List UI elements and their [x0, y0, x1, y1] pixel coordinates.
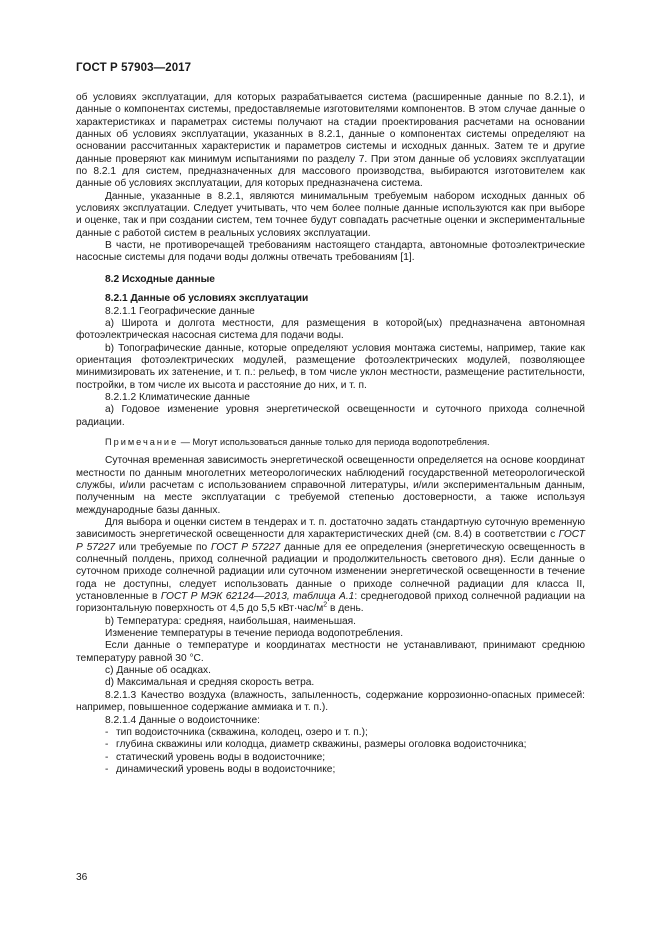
clause-title: 8.2.1.3 Качество воздуха (влажность, запыленность, содержание коррозионно-опасных примесей: например, повышенное содержание аммиака и т. п.). — [76, 689, 585, 714]
list-item: b) Топографические данные, которые определяют условия монтажа системы, например, такие как ориентация фотоэлектрических модулей, размещение фотоэлектрических модулей, позволяющее минимизировать их затенение, и т. п.: рельеф, в том числе уклон местности, размещение растительности, постройки, в том числе их высота и расстояние до них, и т. п. — [76, 342, 585, 391]
list-item: b) Температура: средняя, наибольшая, наименьшая. — [105, 615, 357, 627]
subsection-heading: 8.2.1 Данные об условиях эксплуатации — [105, 293, 309, 305]
dash-list-item: - тип водоисточника (скважина, колодец, озеро и т. п.); — [105, 726, 368, 738]
note-text: — Могут использоваться данные только для периода водопотребления. — [180, 436, 490, 447]
list-item: d) Максимальная и средняя скорость ветра. — [105, 677, 315, 689]
paragraph: Для выбора и оценки систем в тендерах и т. п. достаточно задать стандартную суточную временную зависимость энергетической освещенности для характеристических дней (см. 8.4) в соответствии с ГОСТ Р 57227 или требуемые по ГОСТ Р 57227 данные для ее определения (энергетическую освещенность в солнечный полдень, приход солнечной радиации и продолжительность светового дня). Если данные о суточном приходе солнечной радиации или суточном изменении энергетической освещенности в течение года не доступны, следует использовать данные о приходе солнечной радиации для класса II, установленные в ГОСТ Р МЭК 62124—2013, таблица А.1: среднегодовой приход солнечной радиации на горизонтальную поверхность от 4,5 до 5,5 $кВт\cdot час/м^2$ в день. — [76, 517, 585, 615]
note — [76, 436, 585, 448]
list-item: c) Данные об осадках. — [105, 665, 211, 677]
clause-title: 8.2.1.4 Данные о водоисточнике: — [105, 714, 260, 726]
paragraph: Суточная временная зависимость энергетической освещенности определяется на основе координат местности по данным многолетних метеорологических наблюдений государственной метеорологической службы, и/или расчетам с использованием справочной литературы, и/или экспериментальным данным, полученным на месте эксплуатации с требуемой степенью достоверности, а также используя международные базы данных. — [76, 455, 585, 516]
standard-ref: ГОСТ Р 57227 — [211, 541, 281, 553]
clause-title: 8.2.1.2 Климатические данные — [105, 391, 250, 403]
standard-header: ГОСТ Р 57903—2017 — [76, 62, 192, 74]
document-body — [76, 92, 585, 776]
dash-list-item: - статический уровень воды в водоисточнике; — [105, 751, 326, 763]
dash-list-item: - глубина скважины или колодца, диаметр скважины, размеры оголовка водоисточника; — [105, 739, 527, 751]
section-heading: 8.2 Исходные данные — [105, 273, 215, 285]
clause-title: 8.2.1.1 Географические данные — [105, 305, 255, 317]
note-label: Примечание — [105, 436, 179, 447]
standard-ref: ГОСТ Р 57227 — [76, 529, 585, 553]
page-number: 36 — [76, 872, 88, 883]
standard-ref: ГОСТ Р МЭК 62124—2013, таблица А.1 — [160, 591, 355, 603]
list-item: a) Широта и долгота местности, для размещения в которой(ых) предназначена автономная фотоэлектрическая насосная система для подачи воды. — [76, 317, 585, 342]
paragraph: Изменение температуры в течение периода водопотребления. — [105, 628, 404, 640]
paragraph: об условиях эксплуатации, для которых разрабатывается система (расширенные данные по 8.2.1), и данные о компонентах системы, предоставляемые изготовителями компонентов. В этом случае данные о характеристиках и параметрах системы получают на стадии проектирования расчетами на основании данных об условиях эксплуатации, указанных в 8.2.1, данные о компонентах системы определяют на основании рассчитанных характеристик и параметров системы и исходных данных. Затем те и другие данные проверяют как минимум испытаниями по разделу 7. При этом данные об условиях эксплуатации по 8.2.1 для систем, предназначенных для массового производства, выбираются изготовителем как данные об условиях эксплуатации, для которых предназначена система. — [76, 92, 585, 190]
list-item: a) Годовое изменение уровня энергетической освещенности и суточного прихода солнечной радиации. — [76, 404, 585, 428]
paragraph: Если данные о температуре и координатах местности не устанавливают, принимают среднюю температуру равной 30 °С. — [76, 640, 585, 664]
paragraph: Данные, указанные в 8.2.1, являются минимальным требуемым набором исходных данных об условиях эксплуатации. Следует учитывать, что чем более полные данные используются как при выборе и оценке, так и при создании систем, тем точнее будут совпадать расчетные оценки и экспериментальные данные с работой систем в реальных условиях эксплуатации. — [76, 190, 585, 239]
paragraph: В части, не противоречащей требованиям настоящего стандарта, автономные фотоэлектрические насосные системы для подачи воды должны отвечать требованиям [1]. — [76, 240, 585, 264]
dash-list-item: - динамический уровень воды в водоисточнике; — [105, 763, 336, 775]
